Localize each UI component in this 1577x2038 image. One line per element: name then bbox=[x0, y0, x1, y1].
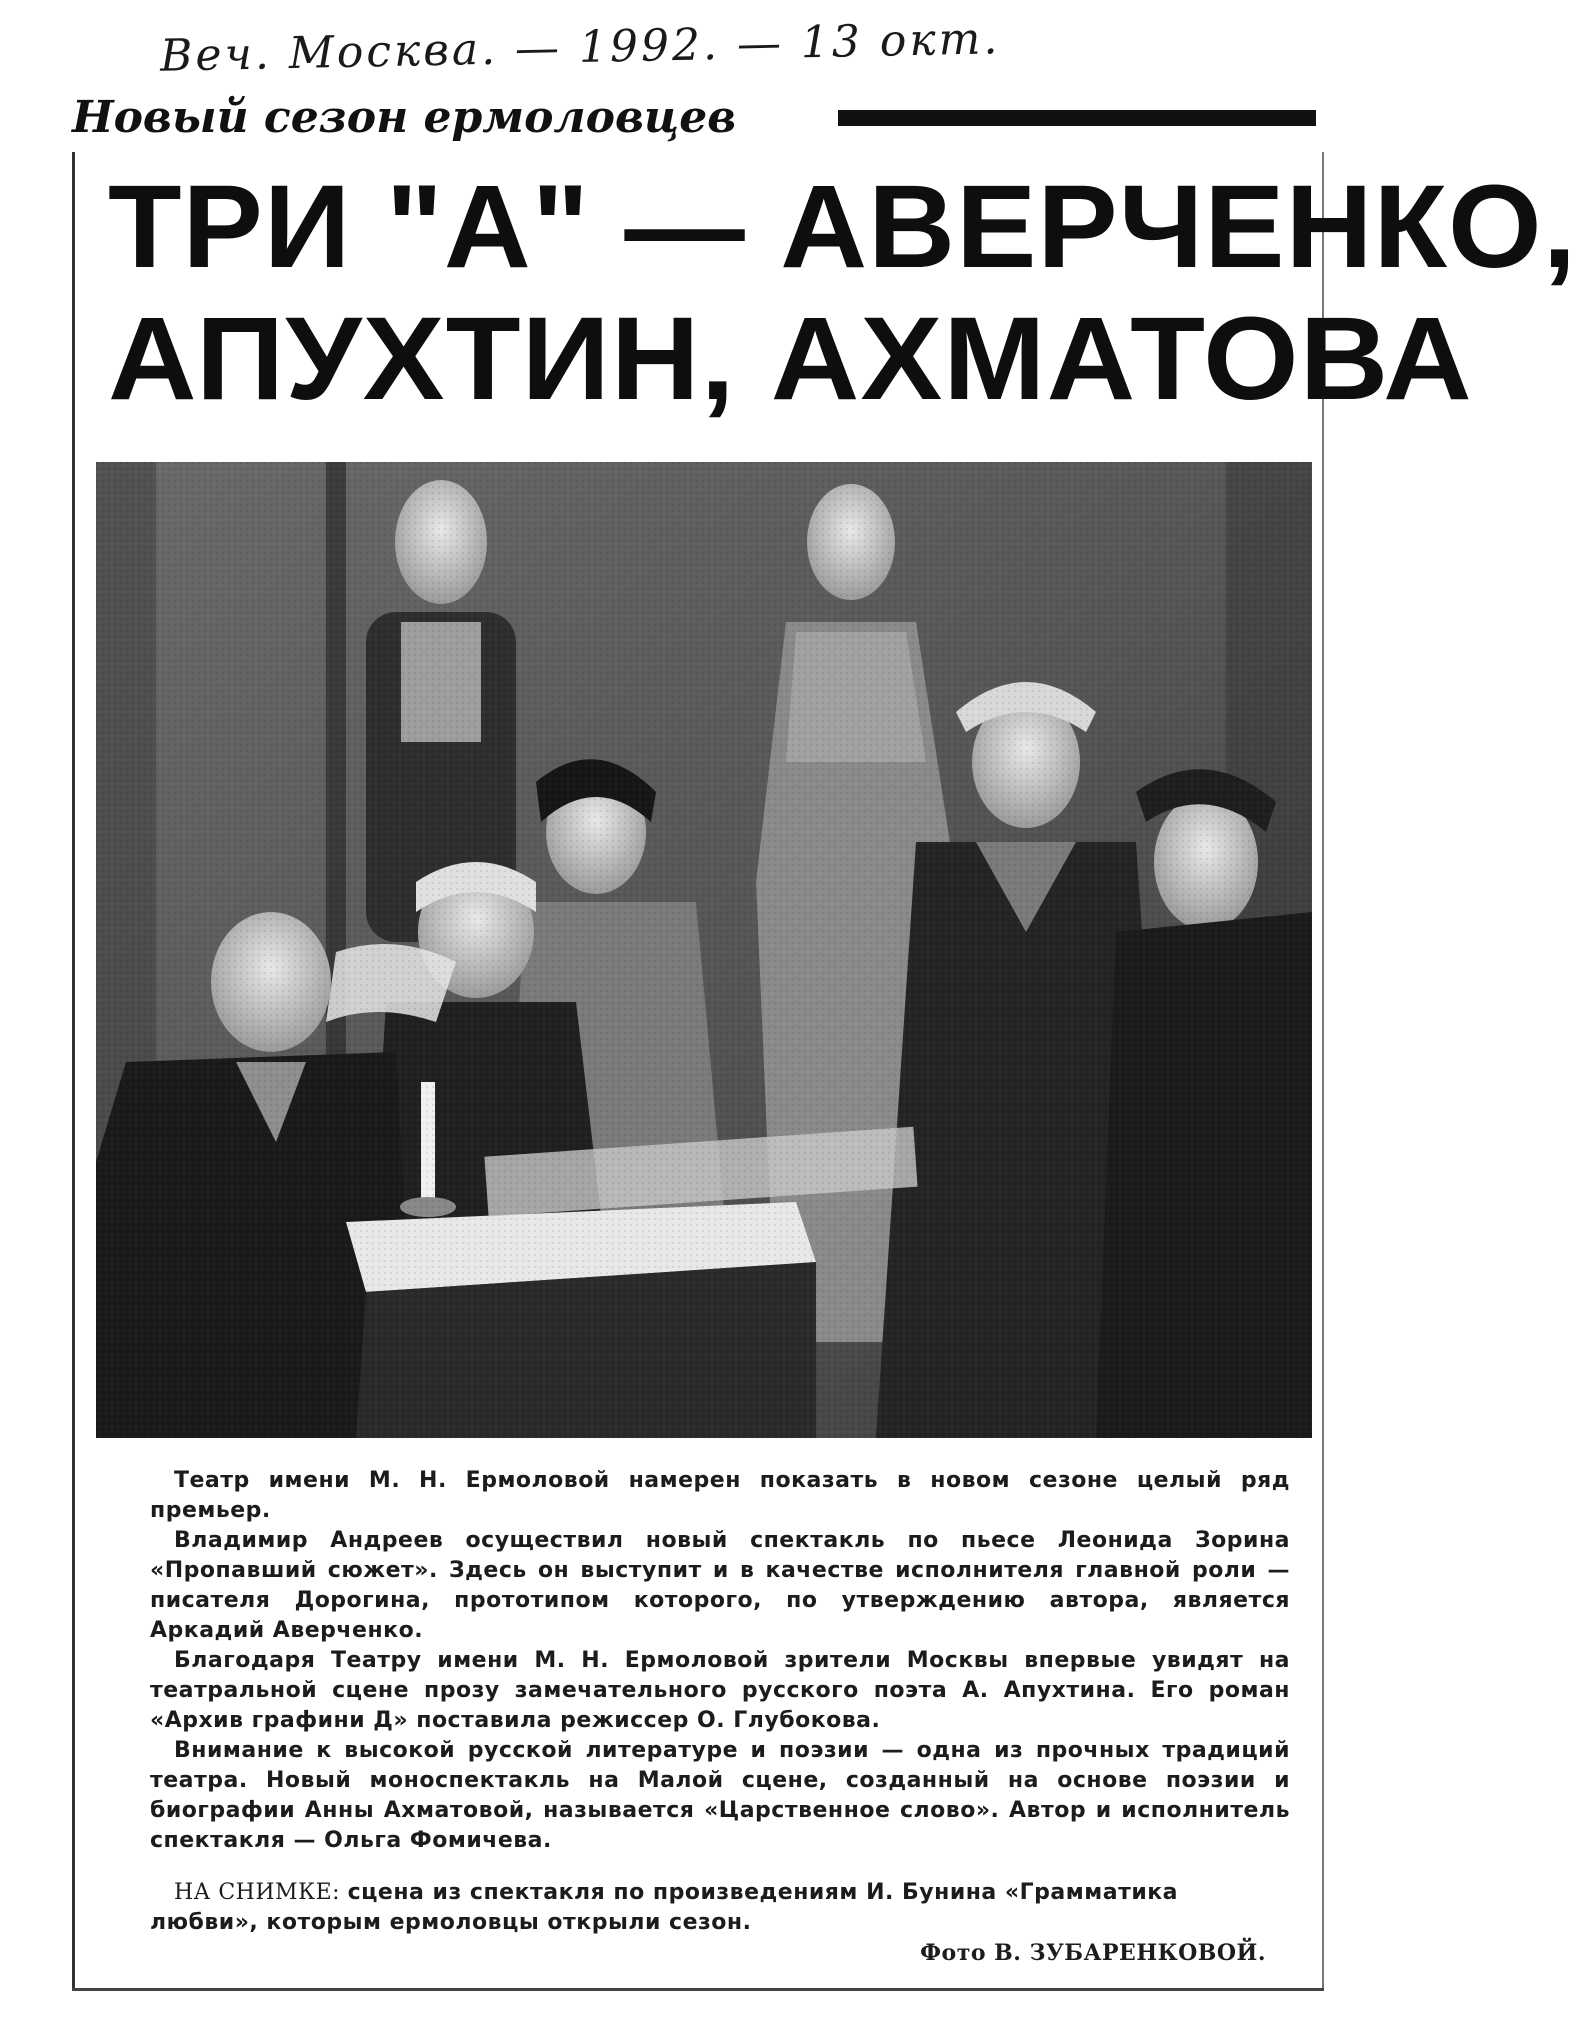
caption-label: НА СНИМКЕ: bbox=[174, 1880, 341, 1905]
photo-credit: Фото В. ЗУБАРЕНКОВОЙ. bbox=[920, 1940, 1266, 1966]
article-body bbox=[150, 1466, 1290, 1856]
article-paragraph: Благодаря Театру имени М. Н. Ермоловой зрители Москвы впервые увидят на театральной сцене прозу замечательного русского поэта А. Апухтина. Его роман «Архив графини Д» поставила режиссер О. Глубокова. bbox=[150, 1648, 1290, 1733]
stage-photo-illustration bbox=[96, 462, 1312, 1438]
headline-line-2: АПУХТИН, АХМАТОВА bbox=[108, 293, 1473, 425]
headline bbox=[108, 161, 1577, 425]
frame-right-rule bbox=[1322, 152, 1324, 1990]
frame-bottom-rule bbox=[72, 1988, 1324, 1991]
stage-photo bbox=[96, 462, 1312, 1438]
article-paragraph: Внимание к высокой русской литературе и поэзии — одна из прочных традиций театра. Новый моноспектакль на Малой сцене, созданный на основе поэзии и биографии Анны Ахматовой, называется «Царственное слово». Автор и исполнитель спектакля — Ольга Фомичева. bbox=[150, 1738, 1290, 1853]
section-kicker: Новый сезон ермоловцев bbox=[72, 92, 737, 143]
article-paragraph: Владимир Андреев осуществил новый спектакль по пьесе Леонида Зорина «Пропавший сюжет». Здесь он выступит и в качестве исполнителя главной роли — писателя Дорогина, прототипом которого, по утверждению автора, является Аркадий Аверченко. bbox=[150, 1528, 1290, 1643]
article-paragraph: Театр имени М. Н. Ермоловой намерен показать в новом сезоне целый ряд премьер. bbox=[150, 1468, 1290, 1523]
frame-left-rule bbox=[72, 152, 75, 1990]
photo-caption bbox=[150, 1878, 1290, 1968]
handwritten-source-note: Веч. Москва. — 1992. — 13 окт. bbox=[159, 13, 1001, 82]
caption-text: сцена из спектакля по произведениям И. Бунина «Грамматика любви», которым ермоловцы открыли сезон. bbox=[150, 1880, 1179, 1935]
kicker-rule bbox=[838, 110, 1316, 126]
headline-line-1: ТРИ "А" — АВЕРЧЕНКО, bbox=[108, 161, 1577, 293]
